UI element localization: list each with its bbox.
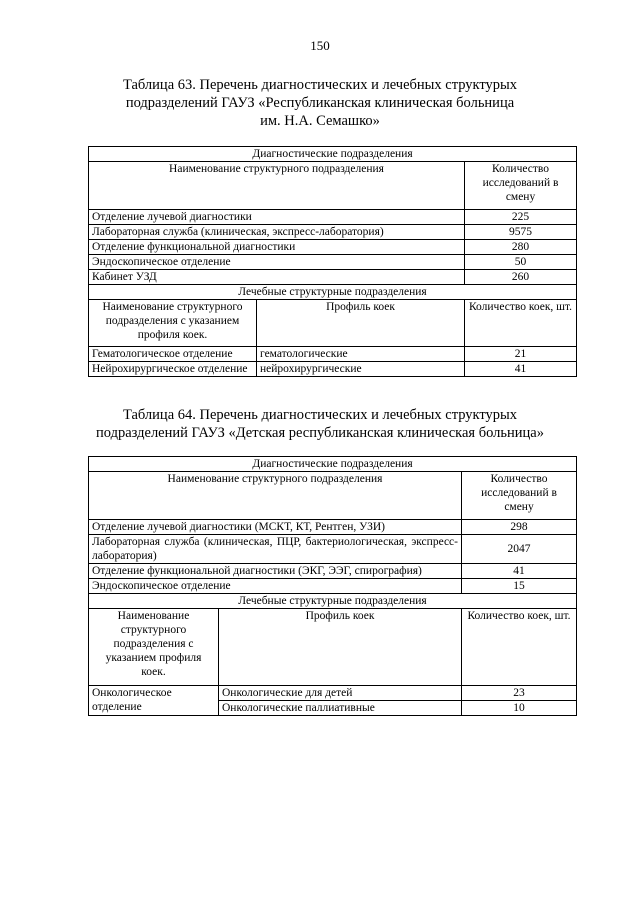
section-header-treatment: Лечебные структурные подразделения	[89, 594, 577, 609]
table-row	[89, 579, 577, 594]
cell-name: Отделение лучевой диагностики	[89, 210, 465, 225]
table-row	[89, 564, 577, 579]
caption-line: им. Н.А. Семашко»	[260, 113, 380, 129]
section-row	[89, 285, 577, 300]
table-63	[88, 146, 577, 377]
cell-department: Онкологическое отделение	[89, 686, 219, 716]
column-header-beds: Количество коек, шт.	[462, 609, 577, 686]
cell-count: 15	[462, 579, 577, 594]
cell-department: Гематологическое отделение	[89, 347, 257, 362]
section-header-diagnostic: Диагностические подразделения	[89, 457, 577, 472]
table-64-caption	[85, 406, 555, 442]
header-row	[89, 300, 577, 347]
cell-count: 2047	[462, 535, 577, 564]
cell-count: 280	[465, 240, 577, 255]
cell-count: 225	[465, 210, 577, 225]
table-row	[89, 362, 577, 377]
cell-beds: 23	[462, 686, 577, 701]
cell-count: 41	[462, 564, 577, 579]
caption-line: Таблица 63. Перечень диагностических и лечебных структурых	[122, 77, 518, 93]
column-header-count: Количество исследований в смену	[462, 472, 577, 520]
cell-profile: Онкологические паллиативные	[219, 701, 462, 716]
caption-line: подразделений ГАУЗ «Республиканская клиническая больница	[125, 95, 515, 111]
cell-beds: 21	[465, 347, 577, 362]
column-header-name: Наименование структурного подразделения	[89, 162, 465, 210]
cell-name: Кабинет УЗД	[89, 270, 465, 285]
section-row	[89, 147, 577, 162]
section-row	[89, 594, 577, 609]
cell-beds: 10	[462, 701, 577, 716]
cell-count: 50	[465, 255, 577, 270]
page-number: 150	[310, 38, 330, 53]
column-header-profile: Профиль коек	[219, 609, 462, 686]
column-header-department: Наименование структурного подразделения с указанием профиля коек.	[89, 609, 219, 686]
cell-department: Нейрохирургическое отделение	[89, 362, 257, 377]
column-header-beds: Количество коек, шт.	[465, 300, 577, 347]
cell-name: Эндоскопическое отделение	[89, 579, 462, 594]
table-64	[88, 456, 577, 716]
column-header-count: Количество исследований в смену	[465, 162, 577, 210]
section-header-treatment: Лечебные структурные подразделения	[89, 285, 577, 300]
table-row	[89, 270, 577, 285]
header-row	[89, 472, 577, 520]
column-header-department: Наименование структурного подразделения с указанием профиля коек.	[89, 300, 257, 347]
header-row	[89, 609, 577, 686]
cell-name: Лабораторная служба (клиническая, ПЦР, бактериологическая, экспресс-лаборатория)	[89, 535, 462, 564]
table-row	[89, 240, 577, 255]
table-row	[89, 686, 577, 701]
column-header-profile: Профиль коек	[257, 300, 465, 347]
header-row	[89, 162, 577, 210]
cell-profile: гематологические	[257, 347, 465, 362]
caption-line: подразделений ГАУЗ «Детская республиканская клиническая больница»	[96, 425, 544, 441]
cell-name: Отделение функциональной диагностики	[89, 240, 465, 255]
table-row	[89, 225, 577, 240]
cell-count: 298	[462, 520, 577, 535]
cell-name: Эндоскопическое отделение	[89, 255, 465, 270]
table-row	[89, 535, 577, 564]
column-header-name: Наименование структурного подразделения	[89, 472, 462, 520]
table-row	[89, 210, 577, 225]
section-header-diagnostic: Диагностические подразделения	[89, 147, 577, 162]
table-row	[89, 520, 577, 535]
table-row	[89, 347, 577, 362]
cell-profile: нейрохирургические	[257, 362, 465, 377]
table-row	[89, 255, 577, 270]
caption-line: Таблица 64. Перечень диагностических и лечебных структурых	[122, 407, 518, 423]
cell-count: 9575	[465, 225, 577, 240]
cell-name: Отделение функциональной диагностики (ЭКГ, ЭЭГ, спирография)	[89, 564, 462, 579]
cell-profile: Онкологические для детей	[219, 686, 462, 701]
cell-beds: 41	[465, 362, 577, 377]
table-63-caption	[85, 76, 555, 130]
cell-count: 260	[465, 270, 577, 285]
section-row	[89, 457, 577, 472]
cell-name: Лабораторная служба (клиническая, экспресс-лаборатория)	[89, 225, 465, 240]
cell-name: Отделение лучевой диагностики (МСКТ, КТ, Рентген, УЗИ)	[89, 520, 462, 535]
